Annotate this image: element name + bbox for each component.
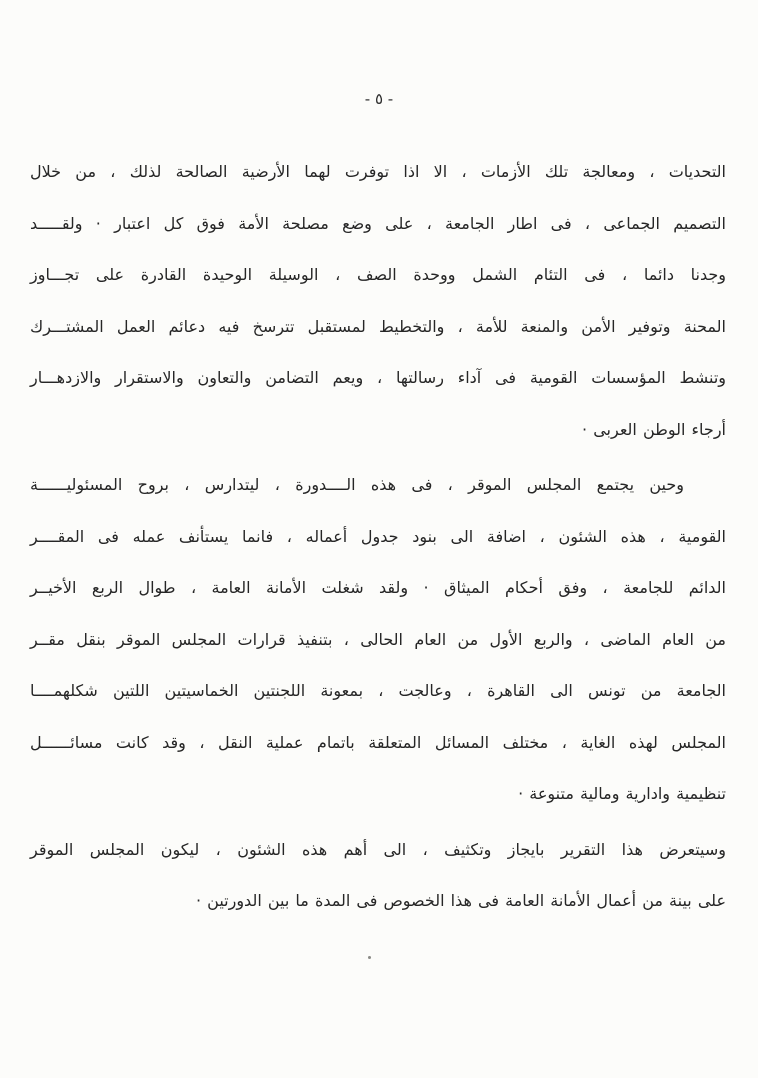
text-line: التحديات ، ومعالجة تلك الأزمات ، الا اذا توفرت لهما الأرضية الصالحة لذلك ، من خلال (30, 162, 726, 181)
text-line: على بينة من أعمال الأمانة العامة فى هذا الخصوص فى المدة ما بين الدورتين · (195, 891, 726, 910)
text-line: التصميم الجماعى ، فى اطار الجامعة ، على وضع مصلحة الأمة فوق كل اعتبار · ولقـــــد (30, 213, 726, 233)
text-line: وتنشط المؤسسات القومية فى آداء رسالتها ، ويعم التضامن والتعاون والاستقرار والازدهـــار (30, 368, 726, 387)
text-line: من العام الماضى ، والربع الأول من العام الحالى ، بتنفيذ قرارات المجلس الموقر بنقل مقــر (30, 629, 726, 649)
text-line: وسيتعرض هذا التقرير بايجاز وتكثيف ، الى أهم هذه الشئون ، ليكون المجلس الموقر (30, 839, 726, 859)
text-line: الجامعة من تونس الى القاهرة ، وعالجت ، بمعونة اللجنتين الخماسيتين اللتين شكلهمــــا (30, 681, 726, 700)
text-line: وجدنا دائما ، فى التئام الشمل ووحدة الصف ، الوسيلة الوحيدة القادرة على تجـــاوز (30, 265, 726, 284)
paragraph (30, 459, 726, 820)
text-line: المجلس لهذه الغاية ، مختلف المسائل المتعلقة باتمام عملية النقل ، وقد كانت مسائــــــل (30, 732, 726, 752)
paragraph (30, 146, 726, 455)
text-line: أرجاء الوطن العربى · (582, 419, 726, 439)
scan-speck (368, 956, 371, 959)
text-block (30, 146, 726, 931)
text-line: المحنة وتوفير الأمن والمنعة للأمة ، والتخطيط لمستقبل تترسخ فيه دعائم العمل المشتـــرك (30, 316, 726, 336)
page-number: - ٥ - (364, 90, 394, 108)
text-line: الدائم للجامعة ، وفق أحكام الميثاق · ولقد شغلت الأمانة العامة ، طوال الربع الأخيــر (30, 578, 726, 597)
text-line: تنظيمية وادارية ومالية متنوعة · (518, 784, 726, 803)
text-line: القومية ، هذه الشئون ، اضافة الى بنود جدول أعماله ، فانما يستأنف عمله فى المقــــر (30, 526, 726, 546)
paragraph (30, 824, 726, 927)
text-line: وحين يجتمع المجلس الموقر ، فى هذه الــــدورة ، ليتدارس ، بروح المسئوليــــــة (30, 475, 684, 494)
